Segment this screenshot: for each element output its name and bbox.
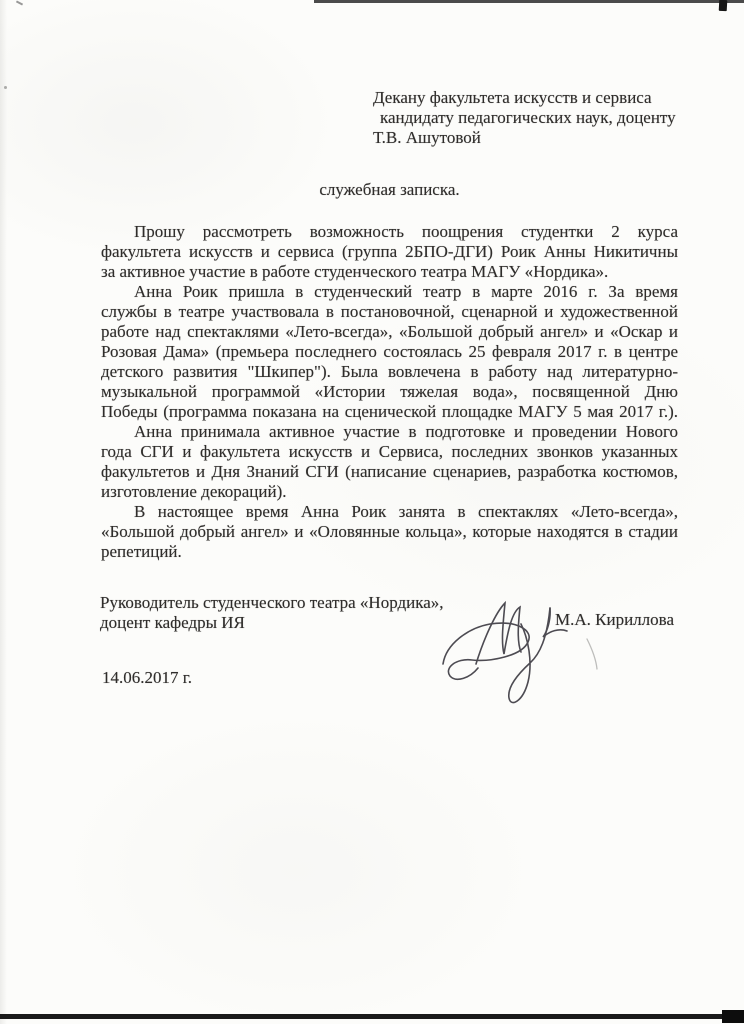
memo-body xyxy=(101,222,678,562)
body-line: Анна принимала активное участие в подготовке и проведении Нового xyxy=(134,422,678,441)
scan-edge-top xyxy=(314,0,744,3)
recipient-line-1: Декану факультета искусств и сервиса xyxy=(373,88,652,107)
document-title: служебная записка. xyxy=(319,180,460,199)
body-line: года СГИ и факультета искусств и Сервиса, последних звонков указанных xyxy=(101,442,678,461)
body-line: факультета искусств и сервиса (группа 2БПО-ДГИ) Роик Анны Никитичны xyxy=(101,242,678,261)
handwritten-signature xyxy=(438,594,573,712)
signer-name: М.А. Кириллова xyxy=(555,610,674,629)
body-line: работе над спектаклями «Лето-всегда», «Большой добрый ангел» и «Оскар и xyxy=(101,322,678,341)
scan-speck xyxy=(4,86,7,89)
body-line: музыкальной программой «Истории тяжелая вода», посвященной Дню xyxy=(101,382,678,401)
date-line: 14.06.2017 г. xyxy=(102,668,193,687)
recipient-line-3: Т.В. Ашутовой xyxy=(373,128,481,147)
body-line: «Большой добрый ангел» и «Оловянные кольца», которые находятся в стадии xyxy=(101,522,678,541)
scan-edge-bottom-right-mark xyxy=(722,1010,744,1023)
signature-stray-mark xyxy=(584,637,604,672)
signature-block xyxy=(100,593,444,633)
signer-position-line-1: Руководитель студенческого театра «Нордика», xyxy=(100,593,444,612)
scan-speck xyxy=(16,0,23,5)
scan-edge-bottom xyxy=(0,1014,744,1019)
body-line: за активное участие в работе студенческого театра МАГУ «Нордика». xyxy=(101,262,609,281)
body-line: Победы (программа показана на сценической площадке МАГУ 5 мая 2017 г.). xyxy=(101,402,678,421)
body-line: изготовление декораций). xyxy=(101,482,287,501)
body-line: факультетов и Дня Знаний СГИ (написание сценариев, разработка костюмов, xyxy=(101,462,678,481)
body-line: репетиций. xyxy=(101,542,182,561)
body-line: Розовая Дама» (премьера последнего состоялась 25 февраля 2017 г. в центре xyxy=(101,342,678,361)
scan-edge-top-right-mark xyxy=(719,0,728,11)
signer-position-line-2: доцент кафедры ИЯ xyxy=(100,613,245,632)
body-line: Прошу рассмотреть возможность поощрения студентки 2 курса xyxy=(134,222,678,241)
body-line: детского развития "Шкипер"). Была вовлечена в работу над литературно- xyxy=(101,362,678,381)
body-line: Анна Роик пришла в студенческий театр в марте 2016 г. За время xyxy=(134,282,678,301)
recipient-line-2: кандидату педагогических наук, доценту xyxy=(380,108,676,127)
body-line: службы в театре участвовала в постановочной, сценарной и художественной xyxy=(101,302,678,321)
recipient-block xyxy=(373,88,676,148)
body-line: В настоящее время Анна Роик занята в спектаклях «Лето-всегда», xyxy=(134,502,678,521)
